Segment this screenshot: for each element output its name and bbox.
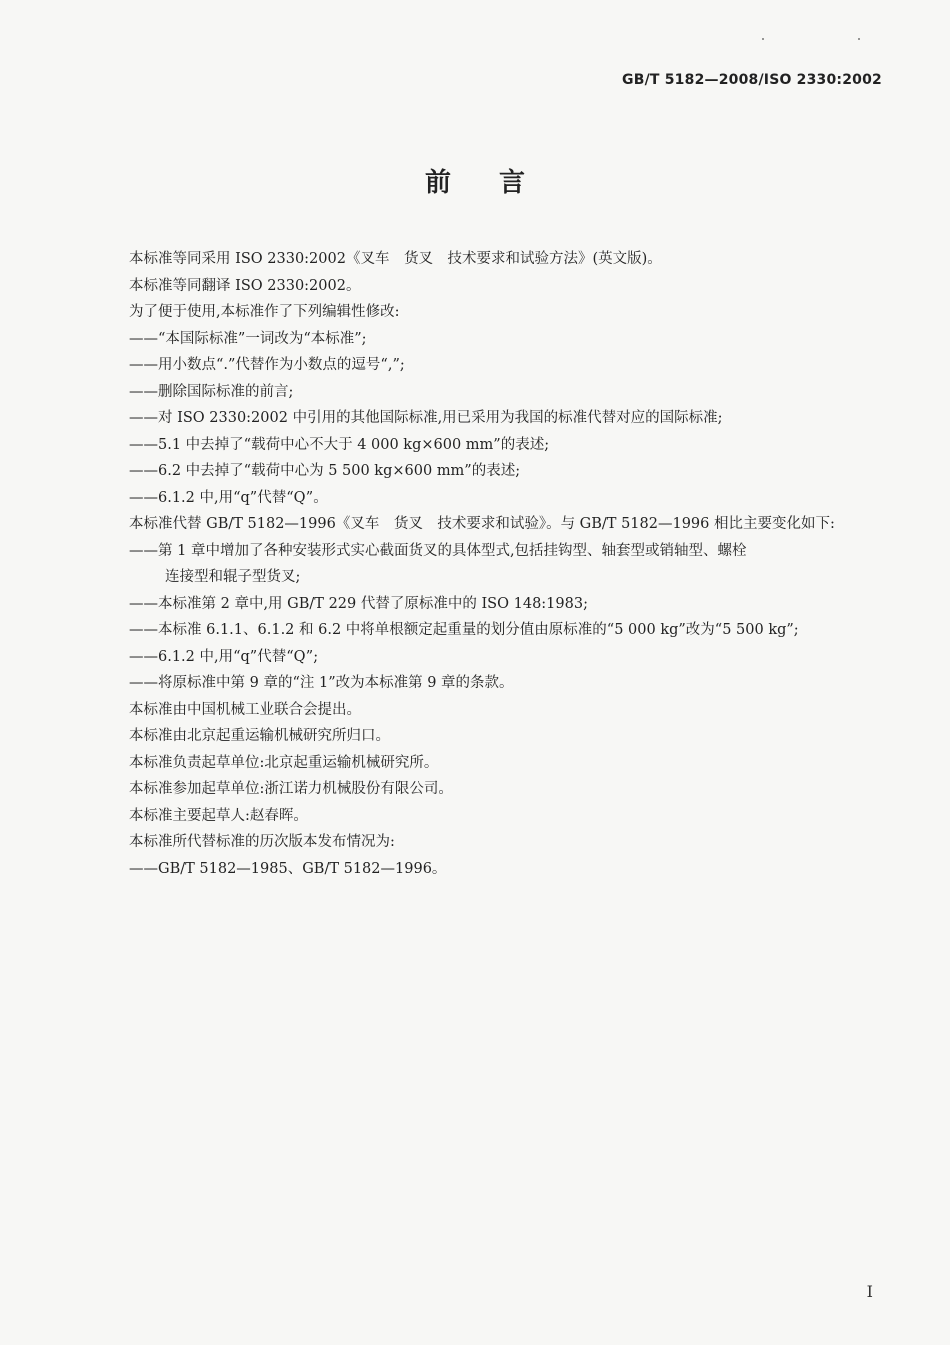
line-text: ——GB/T 5182—1985、GB/T 5182—1996。: [129, 860, 447, 877]
list-item: [93, 458, 885, 485]
line-continuation: 连接型和辊子型货叉;: [165, 569, 301, 585]
line-text: 本标准参加起草单位:浙江诺力机械股份有限公司。: [129, 781, 453, 797]
scan-speck: [762, 38, 764, 40]
list-item: [93, 644, 885, 671]
paragraph: [93, 697, 885, 724]
line-text: ——6.1.2 中,用“q”代替“Q”。: [129, 489, 328, 506]
line-text: ——删除国际标准的前言;: [129, 383, 294, 400]
line-text: 本标准由中国机械工业联合会提出。: [129, 701, 361, 718]
line-text: ——本标准 6.1.1、6.1.2 和 6.2 中将单根额定起重量的划分值由原标准的“5 000 kg”改为“5 500 kg”;: [129, 622, 799, 638]
line-text: 本标准代替 GB/T 5182—1996《叉车 货叉 技术要求和试验》。与 GB/T 5182—1996 相比主要变化如下:: [129, 516, 835, 532]
paragraph: [93, 803, 885, 830]
list-item: [93, 379, 885, 406]
list-item: [93, 352, 885, 379]
line-text: 本标准等同翻译 ISO 2330:2002。: [129, 277, 361, 294]
line-text: 本标准所代替标准的历次版本发布情况为:: [129, 834, 395, 850]
paragraph: [93, 750, 885, 777]
paragraph: [93, 273, 885, 300]
line-text: 为了便于使用,本标准作了下列编辑性修改:: [129, 304, 400, 320]
paragraph: [93, 299, 885, 326]
paragraph: [93, 723, 885, 750]
line-text: ——对 ISO 2330:2002 中引用的其他国际标准,用已采用为我国的标准代替对应的国际标准;: [129, 410, 723, 426]
list-item: [93, 538, 885, 591]
list-item: [93, 432, 885, 459]
line-text: ——将原标准中第 9 章的“注 1”改为本标准第 9 章的条款。: [129, 675, 514, 691]
line-text: ——用小数点“.”代替作为小数点的逗号“,”;: [129, 357, 405, 373]
scan-speck: [858, 38, 860, 40]
list-item: [93, 485, 885, 512]
line-text: ——本标准第 2 章中,用 GB/T 229 代替了原标准中的 ISO 148:1983;: [129, 595, 588, 612]
line-text: 本标准负责起草单位:北京起重运输机械研究所。: [129, 754, 439, 771]
foreword-body: [93, 246, 885, 882]
list-item: [93, 617, 885, 644]
list-item: [93, 405, 885, 432]
line-text: ——6.1.2 中,用“q”代替“Q”;: [129, 648, 319, 665]
line-text: 本标准等同采用 ISO 2330:2002《叉车 货叉 技术要求和试验方法》(英文版)。: [129, 251, 662, 267]
line-text: ——第 1 章中增加了各种安装形式实心截面货叉的具体型式,包括挂钩型、轴套型或销轴型、螺栓: [129, 542, 747, 559]
list-item: [93, 591, 885, 618]
page-title: 前言: [424, 168, 573, 198]
line-text: 本标准由北京起重运输机械研究所归口。: [129, 728, 390, 744]
paragraph: [93, 776, 885, 803]
list-item: [93, 856, 885, 883]
paragraph: [93, 511, 885, 538]
list-item: [93, 326, 885, 353]
standard-code: GB/T 5182—2008/ISO 2330:2002: [622, 72, 882, 88]
line-text: ——5.1 中去掉了“载荷中心不大于 4 000 kg×600 mm”的表述;: [129, 436, 550, 453]
list-item: [93, 670, 885, 697]
page-number: I: [866, 1282, 873, 1301]
paragraph: [93, 246, 885, 273]
line-text: ——6.2 中去掉了“载荷中心为 5 500 kg×600 mm”的表述;: [129, 463, 521, 479]
line-text: 本标准主要起草人:赵春晖。: [129, 807, 308, 824]
paragraph: [93, 829, 885, 856]
line-text: ——“本国际标准”一词改为“本标准”;: [129, 330, 367, 347]
